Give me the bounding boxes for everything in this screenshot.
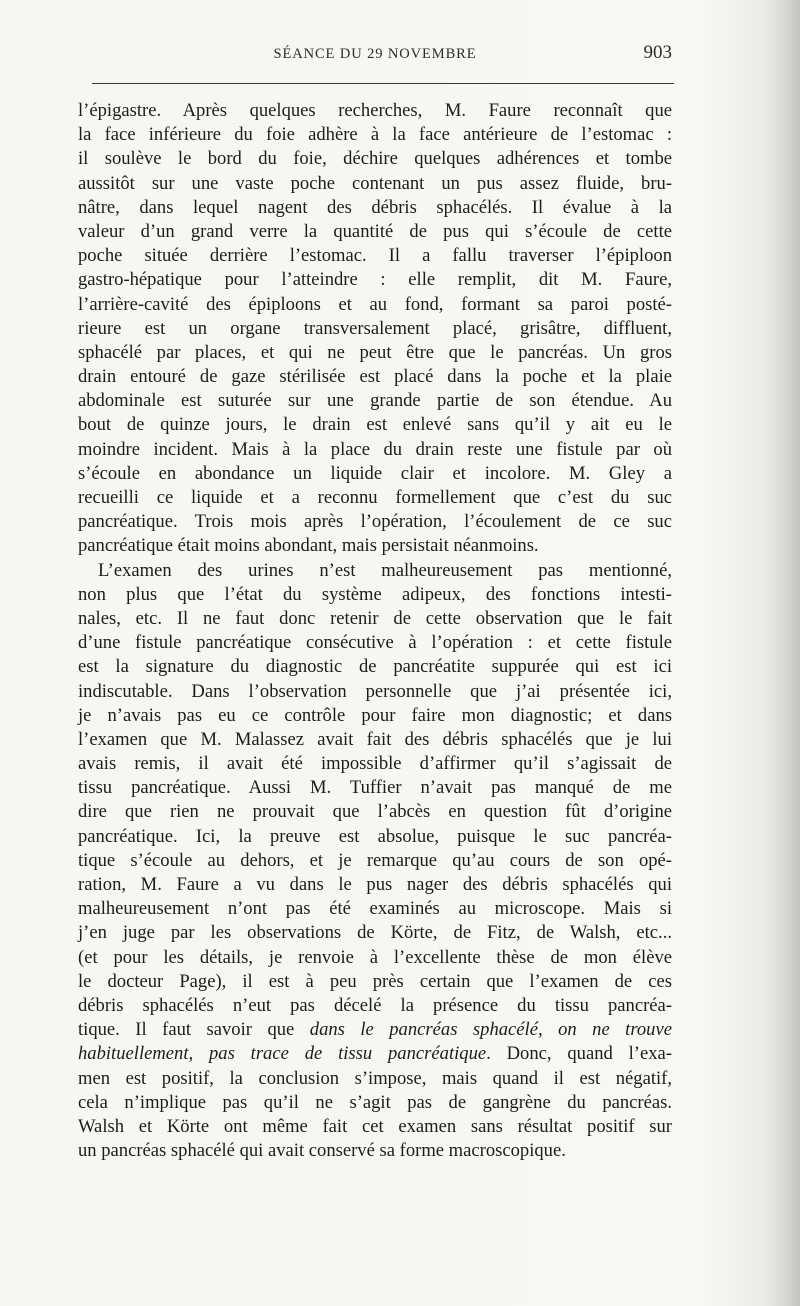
- text-line: dire que rien ne prouvait que l’abcès en question fût d’origine: [78, 801, 672, 823]
- text-line: il soulève le bord du foie, déchire quelques adhérences et tombe: [78, 148, 672, 170]
- text-segment: tique. Il faut savoir que: [78, 1019, 310, 1041]
- text-segment: . Donc, quand l’exa-: [486, 1043, 672, 1065]
- text-line: je n’avais pas eu ce contrôle pour faire mon diagnostic; et dans: [78, 704, 672, 726]
- text-line: moindre incident. Mais à la place du drain reste une fistule par où: [78, 438, 672, 460]
- text-line: pancréatique. Trois mois après l’opération, l’écoulement de ce suc: [78, 511, 672, 533]
- page-number: 903: [643, 42, 672, 63]
- text-line: malheureusement n’ont pas été examinés au microscope. Mais si: [78, 898, 672, 920]
- text-line: l’épigastre. Après quelques recherches, M. Faure reconnaît que: [78, 100, 672, 121]
- text-line: rieure est un organe transversalement placé, grisâtre, diffluent,: [78, 317, 672, 339]
- running-head: [78, 40, 672, 70]
- text-line: L’examen des urines n’est malheureusement pas mentionné,: [98, 559, 672, 581]
- text-line: d’une fistule pancréatique consécutive à l’opération : et cette fistule: [78, 632, 672, 654]
- text-line: sphacélé par places, et qui ne peut être que le pancréas. Un gros: [78, 341, 672, 363]
- text-line: valeur d’un grand verre la quantité de pus qui s’écoule de cette: [78, 220, 672, 242]
- text-line: le docteur Page), il est à peu près certain que l’examen de ces: [78, 970, 672, 992]
- italic-segment: dans le pancréas sphacélé, on ne trouve: [309, 1019, 672, 1041]
- text-line: avais remis, il avait été impossible d’affirmer qu’il s’agissait de: [78, 753, 672, 775]
- text-line: (et pour les détails, je renvoie à l’excellente thèse de mon élève: [78, 946, 672, 968]
- text-line: l’arrière-cavité des épiploons et au fond, formant sa paroi posté-: [78, 293, 672, 315]
- text-line: Walsh et Körte ont même fait cet examen sans résultat positif sur: [78, 1115, 672, 1137]
- text-line-with-italic: [78, 1042, 672, 1066]
- text-line-with-italic: [78, 1018, 672, 1042]
- text-line: drain entouré de gaze stérilisée est placé dans la poche et la plaie: [78, 366, 672, 388]
- text-line: un pancréas sphacélé qui avait conservé sa forme macroscopique.: [78, 1140, 566, 1162]
- italic-segment: habituellement, pas trace de tissu pancréatique: [78, 1043, 487, 1065]
- text-line: cela n’implique pas qu’il ne s’agit pas de gangrène du pancréas.: [78, 1091, 672, 1113]
- running-title: SÉANCE DU 29 NOVEMBRE: [273, 46, 477, 62]
- text-line: pancréatique était moins abondant, mais persistait néanmoins.: [78, 535, 539, 557]
- header-rule: [92, 83, 674, 84]
- text-line: ration, M. Faure a vu dans le pus nager des débris sphacélés qui: [78, 874, 672, 895]
- page-edge-shadow: [764, 0, 800, 1306]
- text-line: recueilli ce liquide et a reconnu formellement que c’est du suc: [78, 487, 672, 508]
- text-line: men est positif, la conclusion s’impose, mais quand il est négatif,: [78, 1067, 672, 1089]
- text-line: non plus que l’état du système adipeux, des fonctions intesti-: [78, 583, 672, 605]
- text-line: pancréatique. Ici, la preuve est absolue, puisque le suc pancréa-: [78, 825, 672, 847]
- text-line: débris sphacélés n’eut pas décelé la présence du tissu pancréa-: [78, 994, 672, 1016]
- text-line: nâtre, dans lequel nagent des débris sphacélés. Il évalue à la: [78, 196, 672, 218]
- text-line: est la signature du diagnostic de pancréatite suppurée qui est ici: [78, 656, 672, 678]
- text-line: poche située derrière l’estomac. Il a fallu traverser l’épiploon: [78, 245, 672, 267]
- text-line: s’écoule en abondance un liquide clair et incolore. M. Gley a: [78, 462, 672, 484]
- body-text: [78, 99, 672, 1163]
- text-line: la face inférieure du foie adhère à la face antérieure de l’estomac :: [78, 124, 672, 146]
- text-line: gastro-hépatique pour l’atteindre : elle remplit, dit M. Faure,: [78, 269, 672, 291]
- text-line: abdominale est suturée sur une grande partie de son étendue. Au: [78, 390, 672, 412]
- text-line: tique s’écoule au dehors, et je remarque qu’au cours de son opé-: [78, 849, 672, 871]
- text-line: tissu pancréatique. Aussi M. Tuffier n’avait pas manqué de me: [78, 777, 672, 799]
- text-line: aussitôt sur une vaste poche contenant un pus assez fluide, bru-: [78, 172, 672, 194]
- text-line: j’en juge par les observations de Körte, de Fitz, de Walsh, etc...: [78, 922, 672, 944]
- text-line: nales, etc. Il ne faut donc retenir de cette observation que le fait: [78, 607, 672, 629]
- text-line: l’examen que M. Malassez avait fait des débris sphacélés que je lui: [78, 728, 672, 750]
- text-line: indiscutable. Dans l’observation personnelle que j’ai présentée ici,: [78, 680, 672, 702]
- text-line: bout de quinze jours, le drain est enlevé sans qu’il y ait eu le: [78, 414, 672, 436]
